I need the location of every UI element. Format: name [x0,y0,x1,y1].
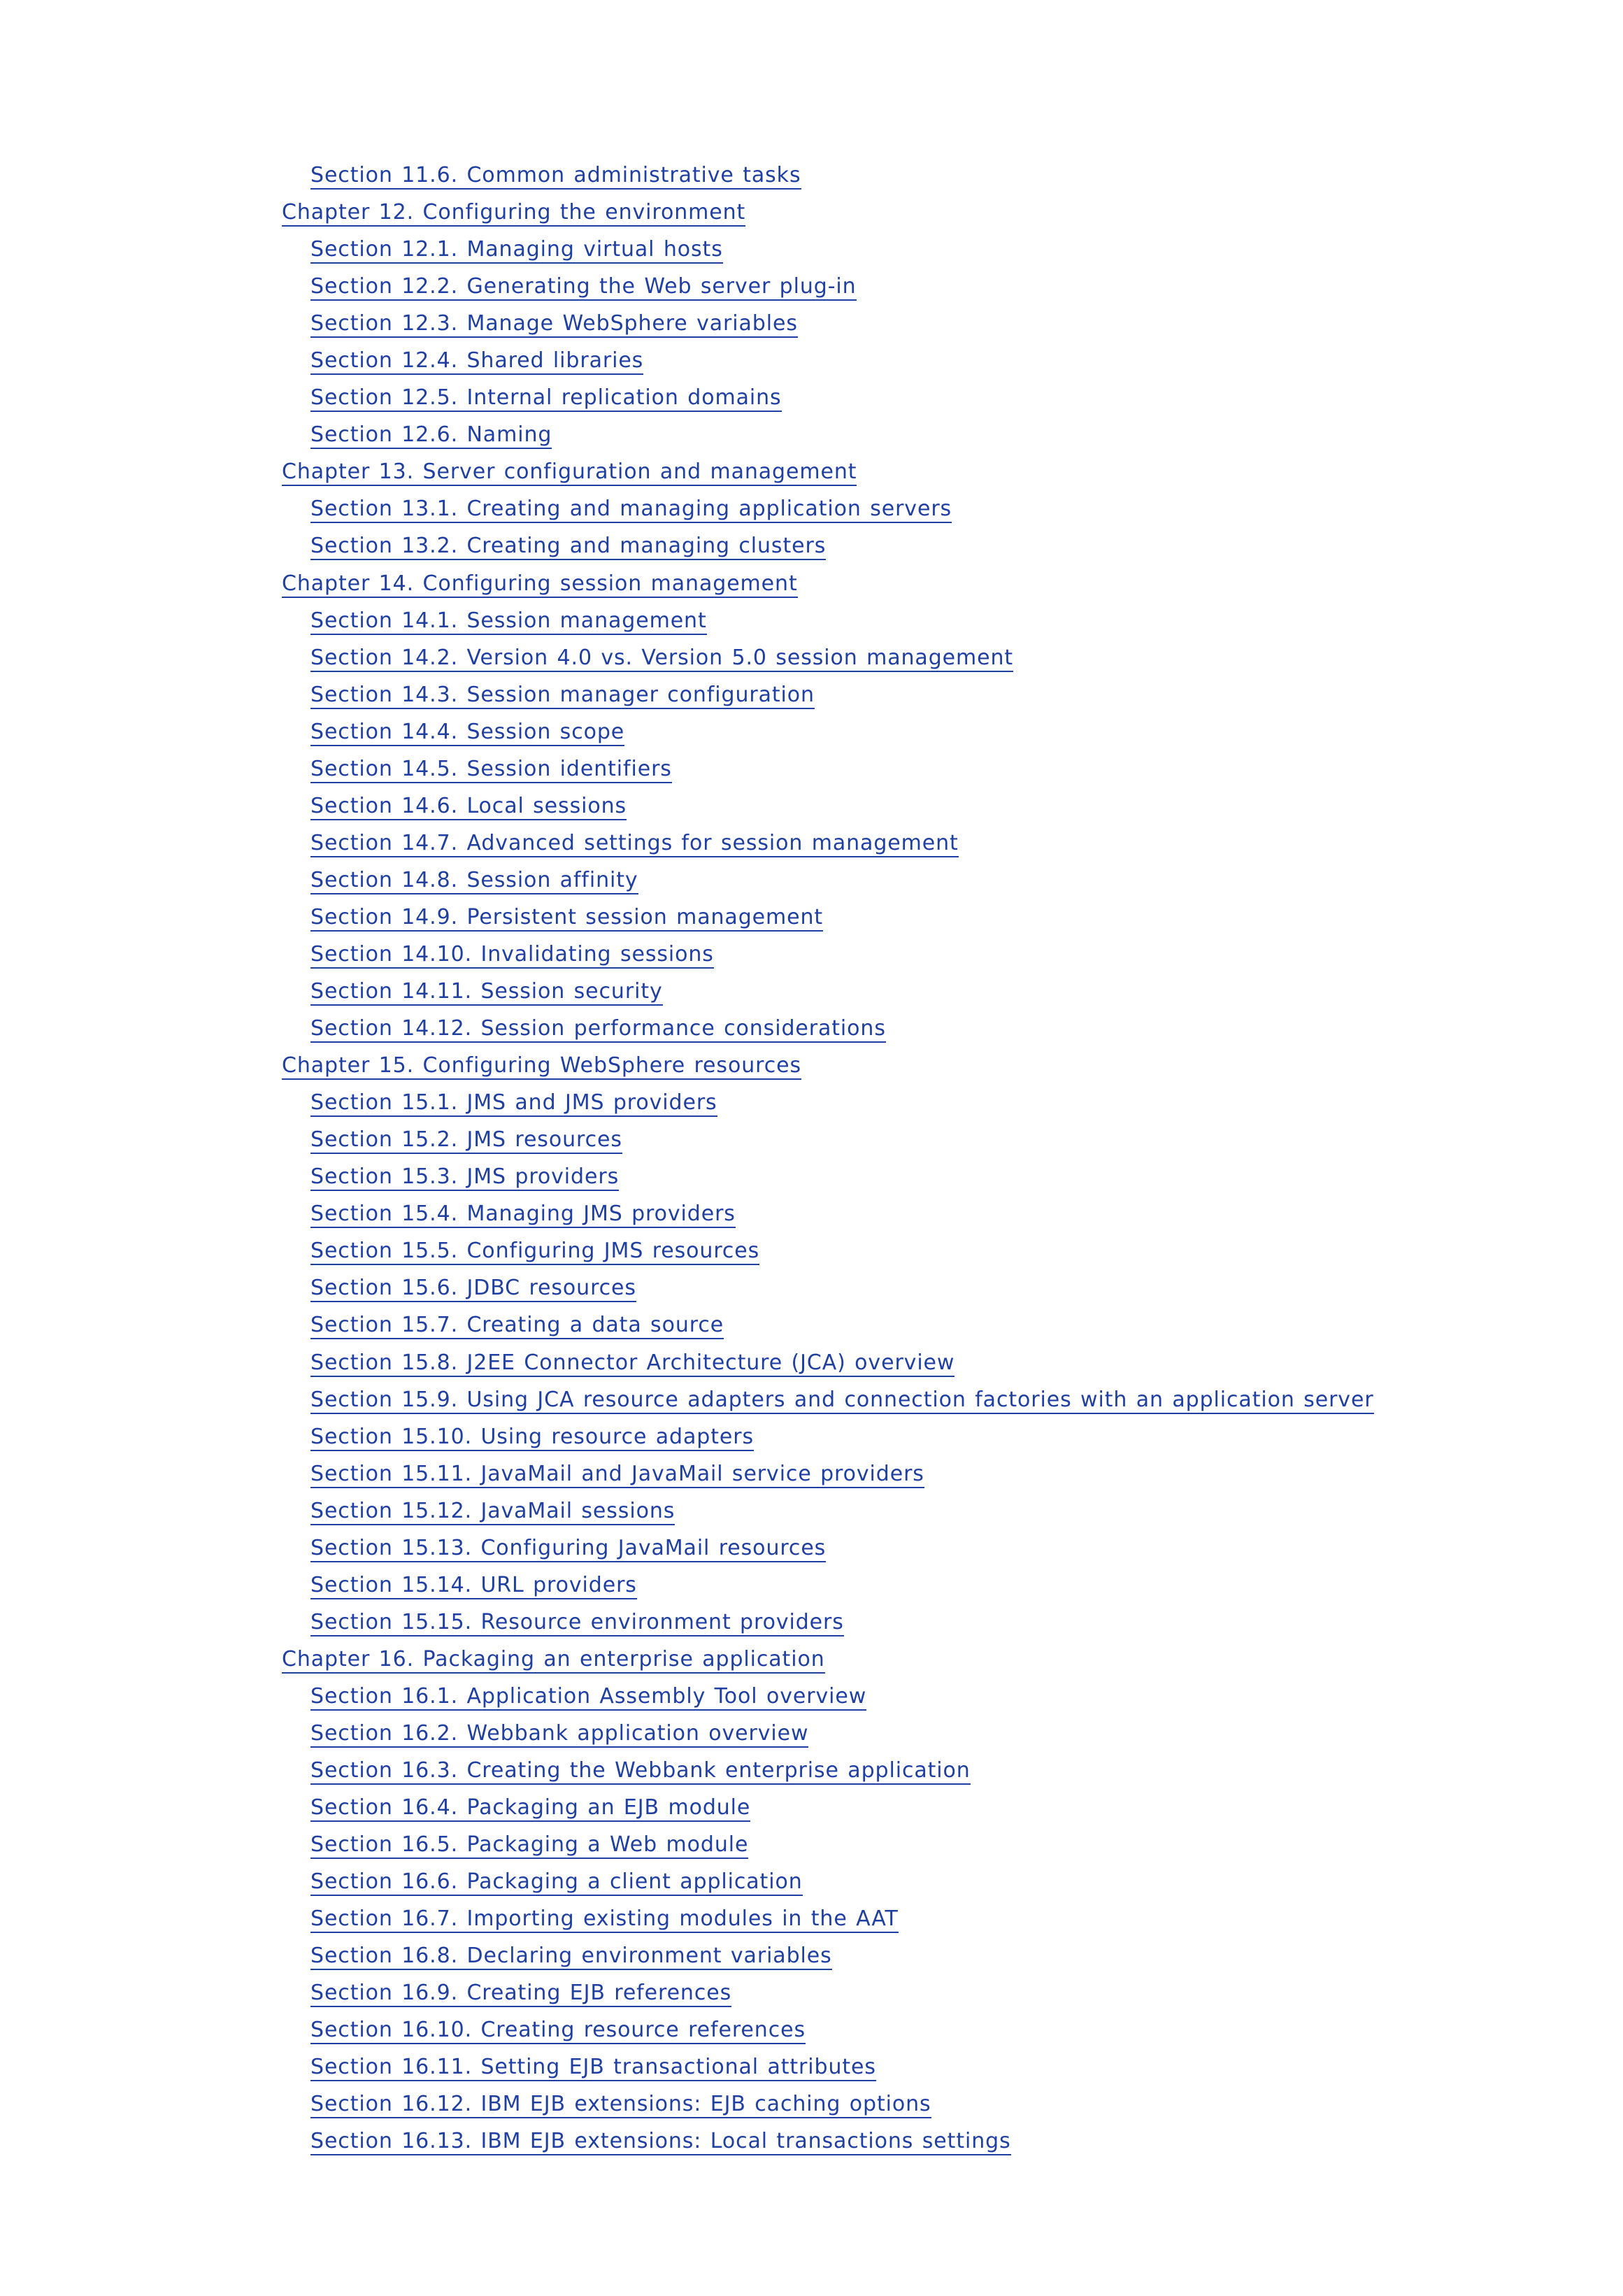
toc-chapter-link[interactable]: Chapter 12. Configuring the environment [282,200,745,227]
toc-section-link[interactable]: Section 14.10. Invalidating sessions [310,942,714,969]
toc-section-link[interactable]: Section 16.9. Creating EJB references [310,1981,731,2007]
toc-section-entry [0,1900,1623,1937]
toc-section-link[interactable]: Section 16.11. Setting EJB transactional attributes [310,2055,876,2081]
toc-section-entry [0,1715,1623,1752]
toc-section-link[interactable]: Section 15.1. JMS and JMS providers [310,1090,717,1117]
toc-section-entry [0,1418,1623,1455]
toc-section-entry [0,1084,1623,1121]
toc-section-link[interactable]: Section 12.1. Managing virtual hosts [310,237,723,264]
toc-section-entry [0,1492,1623,1530]
toc-section-entry [0,2085,1623,2123]
toc-section-link[interactable]: Section 14.2. Version 4.0 vs. Version 5.0 session management [310,646,1013,672]
toc-section-entry [0,825,1623,862]
toc-chapter-entry [0,1641,1623,1678]
toc-section-entry [0,231,1623,268]
toc-chapter-entry [0,565,1623,602]
toc-section-link[interactable]: Section 15.8. J2EE Connector Architecture (JCA) overview [310,1350,955,1377]
toc-section-link[interactable]: Section 14.1. Session management [310,608,707,635]
toc-section-entry [0,862,1623,899]
toc-section-link[interactable]: Section 11.6. Common administrative tasks [310,163,801,190]
toc-chapter-entry [0,453,1623,490]
toc-section-link[interactable]: Section 16.10. Creating resource references [310,2018,806,2044]
toc-section-entry [0,1306,1623,1343]
toc-section-link[interactable]: Section 16.8. Declaring environment variables [310,1944,832,1970]
toc-section-entry [0,936,1623,973]
toc-section-link[interactable]: Section 15.13. Configuring JavaMail resources [310,1536,826,1562]
toc-section-entry [0,1826,1623,1863]
toc-section-link[interactable]: Section 13.1. Creating and managing application servers [310,497,952,523]
toc-section-link[interactable]: Section 15.6. JDBC resources [310,1276,636,1302]
toc-section-entry [0,1232,1623,1269]
toc-section-entry [0,416,1623,453]
toc-section-link[interactable]: Section 14.4. Session scope [310,720,624,746]
toc-section-link[interactable]: Section 15.4. Managing JMS providers [310,1202,736,1228]
toc-section-entry [0,1530,1623,1567]
toc-section-link[interactable]: Section 16.13. IBM EJB extensions: Local transactions settings [310,2129,1011,2155]
toc-section-entry [0,713,1623,750]
table-of-contents [0,157,1623,2160]
toc-section-entry [0,1195,1623,1232]
toc-section-entry [0,2011,1623,2048]
toc-section-entry [0,1863,1623,1900]
toc-section-link[interactable]: Section 15.11. JavaMail and JavaMail service providers [310,1462,924,1488]
toc-section-link[interactable]: Section 12.6. Naming [310,422,552,449]
toc-section-link[interactable]: Section 14.9. Persistent session management [310,905,823,932]
toc-section-entry [0,2123,1623,2160]
toc-section-link[interactable]: Section 15.3. JMS providers [310,1164,619,1191]
toc-section-entry [0,157,1623,194]
toc-section-entry [0,1344,1623,1381]
toc-section-entry [0,602,1623,639]
toc-section-link[interactable]: Section 14.3. Session manager configuration [310,683,815,709]
toc-section-entry [0,1974,1623,2011]
toc-section-link[interactable]: Section 15.10. Using resource adapters [310,1425,754,1451]
toc-section-entry [0,1937,1623,1974]
toc-section-link[interactable]: Section 14.5. Session identifiers [310,757,672,783]
toc-section-entry [0,1752,1623,1789]
toc-section-entry [0,379,1623,416]
toc-section-entry [0,1010,1623,1047]
toc-section-entry [0,973,1623,1010]
toc-section-link[interactable]: Section 14.8. Session affinity [310,868,638,894]
toc-section-link[interactable]: Section 15.2. JMS resources [310,1127,622,1154]
toc-section-link[interactable]: Section 14.12. Session performance considerations [310,1016,886,1043]
toc-section-link[interactable]: Section 16.12. IBM EJB extensions: EJB caching options [310,2092,931,2118]
toc-section-link[interactable]: Section 16.3. Creating the Webbank enterprise application [310,1758,971,1785]
toc-chapter-link[interactable]: Chapter 16. Packaging an enterprise application [282,1647,825,1674]
toc-section-entry [0,750,1623,787]
toc-section-link[interactable]: Section 16.7. Importing existing modules in the AAT [310,1906,899,1933]
toc-section-entry [0,268,1623,305]
toc-section-entry [0,639,1623,676]
toc-section-link[interactable]: Section 16.5. Packaging a Web module [310,1832,748,1859]
toc-chapter-link[interactable]: Chapter 15. Configuring WebSphere resources [282,1053,801,1080]
toc-section-entry [0,342,1623,379]
toc-chapter-entry [0,194,1623,231]
toc-section-link[interactable]: Section 16.4. Packaging an EJB module [310,1795,750,1822]
toc-section-entry [0,787,1623,825]
toc-section-entry [0,899,1623,936]
toc-section-link[interactable]: Section 14.11. Session security [310,979,663,1006]
toc-section-link[interactable]: Section 15.14. URL providers [310,1573,637,1599]
toc-section-entry [0,1567,1623,1604]
toc-section-link[interactable]: Section 12.3. Manage WebSphere variables [310,311,798,338]
toc-section-link[interactable]: Section 14.7. Advanced settings for session management [310,831,959,857]
toc-section-entry [0,1269,1623,1306]
toc-section-entry [0,1381,1623,1418]
toc-section-link[interactable]: Section 15.15. Resource environment providers [310,1610,844,1637]
toc-section-link[interactable]: Section 15.12. JavaMail sessions [310,1499,675,1525]
toc-section-link[interactable]: Section 16.2. Webbank application overview [310,1721,808,1748]
toc-section-link[interactable]: Section 15.5. Configuring JMS resources [310,1239,759,1265]
toc-section-link[interactable]: Section 12.4. Shared libraries [310,348,643,375]
toc-section-entry [0,490,1623,527]
toc-section-entry [0,1604,1623,1641]
toc-section-entry [0,1121,1623,1158]
toc-section-link[interactable]: Section 14.6. Local sessions [310,794,627,820]
toc-section-entry [0,305,1623,342]
toc-section-entry [0,527,1623,564]
toc-section-link[interactable]: Section 12.5. Internal replication domains [310,385,782,412]
toc-section-link[interactable]: Section 15.7. Creating a data source [310,1313,724,1339]
toc-section-link[interactable]: Section 16.1. Application Assembly Tool overview [310,1684,866,1711]
toc-section-link[interactable]: Section 15.9. Using JCA resource adapters and connection factories with an application server [310,1388,1374,1414]
toc-section-entry [0,1678,1623,1715]
toc-section-link[interactable]: Section 12.2. Generating the Web server plug-in [310,274,857,301]
toc-section-entry [0,2048,1623,2085]
toc-section-entry [0,676,1623,713]
toc-section-entry [0,1455,1623,1492]
toc-section-entry [0,1789,1623,1826]
toc-chapter-entry [0,1047,1623,1084]
toc-chapter-link[interactable]: Chapter 14. Configuring session management [282,571,798,598]
toc-chapter-link[interactable]: Chapter 13. Server configuration and management [282,459,857,486]
toc-section-entry [0,1158,1623,1195]
toc-section-link[interactable]: Section 13.2. Creating and managing clusters [310,534,826,560]
toc-section-link[interactable]: Section 16.6. Packaging a client application [310,1869,803,1896]
